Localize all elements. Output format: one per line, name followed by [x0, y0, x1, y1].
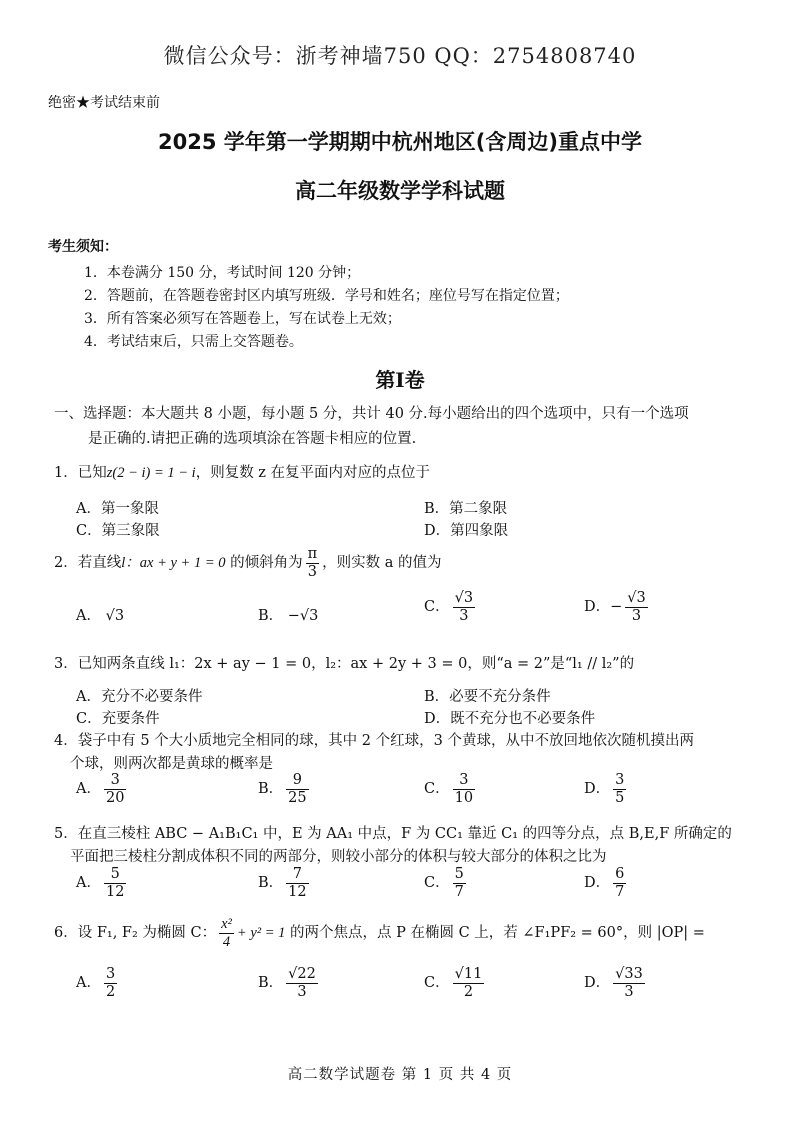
- q5-option-c: C． $\frac{5}{7}$: [424, 866, 464, 900]
- notice-heading: 考生须知：: [48, 239, 118, 255]
- q2-angle: $\frac{\pi}{3}$: [307, 546, 318, 580]
- q1-option-d: D．第四象限: [424, 523, 509, 539]
- q6-option-b: B． $\frac{√22}{3}$: [258, 966, 316, 1000]
- q2-mid: 的倾斜角为: [225, 555, 303, 572]
- notice-item: 4．考试结束后，只需上交答题卷。: [84, 334, 303, 350]
- q1-option-a: A．第一象限: [76, 501, 159, 517]
- section-instructions: 一、选择题：本大题共 8 小题，每小题 5 分，共计 40 分.每小题给出的四个选项中，只有一个选项: [54, 406, 689, 422]
- question-4-cont: 个球，则两次都是黄球的概率是: [70, 756, 273, 772]
- notice-item: 3．所有答案必须写在答题卷上，写在试卷上无效；: [84, 311, 401, 327]
- q1-suffix: ，则复数 z 在复平面内对应的点位于: [195, 465, 431, 481]
- q3-option-d: D．既不充分也不必要条件: [424, 711, 596, 727]
- q4-option-a: A． $\frac{3}{20}$: [76, 772, 125, 806]
- secret-label: 绝密★考试结束前: [48, 95, 160, 111]
- q3-option-c: C．充要条件: [76, 711, 160, 727]
- q1-option-b: B．第二象限: [424, 501, 508, 517]
- question-5-cont: 平面把三棱柱分割成体积不同的两部分，则较小部分的体积与较大部分的体积之比为: [70, 849, 607, 865]
- question-2: [54, 546, 442, 580]
- q2-expr: ：ax + y + 1 = 0: [125, 555, 226, 572]
- q6-option-a: A． $\frac{3}{2}$: [76, 966, 116, 1000]
- q5-option-b: B． $\frac{7}{12}$: [258, 866, 307, 900]
- part-title: 第Ⅰ卷: [375, 368, 425, 392]
- q6-option-d: D． $\frac{√33}{3}$: [584, 966, 643, 1000]
- q2-option-b: B． −√3: [258, 608, 319, 624]
- page-footer: 高二数学试题卷 第 1 页 共 4 页: [287, 1067, 513, 1083]
- section-instructions-cont: 是正确的.请把正确的选项填涂在答题卡相应的位置.: [88, 431, 417, 447]
- q4-option-b: B． $\frac{9}{25}$: [258, 772, 307, 806]
- q6-option-c: C． $\frac{√11}{2}$: [424, 966, 483, 1000]
- q2-option-d: D．− $\frac{√3}{3}$: [584, 590, 646, 624]
- q5-option-a: A． $\frac{5}{12}$: [76, 866, 125, 900]
- q2-line-name: l: [121, 555, 126, 572]
- question-1: [54, 461, 430, 482]
- exam-subtitle: 高二年级数学学科试题: [295, 179, 505, 203]
- q5-option-d: D． $\frac{6}{7}$: [584, 866, 625, 900]
- q3-option-a: A．充分不必要条件: [76, 689, 203, 705]
- q3-option-b: B．必要不充分条件: [424, 689, 551, 705]
- q4-option-c: C． $\frac{3}{10}$: [424, 772, 474, 806]
- question-4: 4．袋子中有 5 个大小质地完全相同的球，其中 2 个红球，3 个黄球，从中不放回地依次随机摸出两: [54, 733, 694, 749]
- q2-option-a: A． √3: [76, 608, 125, 624]
- q2-suffix: ，则实数 a 的值为: [322, 555, 442, 572]
- question-3: 3．已知两条直线 l₁：2x + ay − 1 = 0，l₂：ax + 2y + 3 = 0，则“a = 2”是“l₁ // l₂”的: [54, 656, 635, 672]
- question-5: 5．在直三棱柱 ABC − A₁B₁C₁ 中，E 为 AA₁ 中点，F 为 CC₁ 靠近 C₁ 的四等分点，点 B,E,F 所确定的: [54, 826, 732, 842]
- notice-item: 1．本卷满分 150 分，考试时间 120 分钟；: [84, 265, 361, 281]
- notice-item: 2．答题前，在答题卷密封区内填写班级．学号和姓名；座位号写在指定位置；: [84, 288, 569, 304]
- q2-option-c: C． $\frac{√3}{3}$: [424, 590, 474, 624]
- q1-option-c: C．第三象限: [76, 523, 160, 539]
- q1-expr: z(2 − i) = 1 − i: [106, 465, 196, 481]
- q4-option-d: D． $\frac{3}{5}$: [584, 772, 625, 806]
- question-6: 6．设 F₁, F₂ 为椭圆 C： $\frac{\text{x²}}{4}$ + y² = 1 的两个焦点，点 P 在椭圆 C 上，若 ∠F₁PF₂ = 60°，则 |OP| =: [54, 916, 705, 950]
- q1-prefix: 1．已知: [54, 465, 107, 481]
- q2-prefix: 2．若直线: [54, 555, 122, 572]
- watermark: 微信公众号：浙考神墙750 QQ：2754808740: [163, 44, 637, 68]
- exam-title: 2025 学年第一学期期中杭州地区(含周边)重点中学: [158, 130, 642, 154]
